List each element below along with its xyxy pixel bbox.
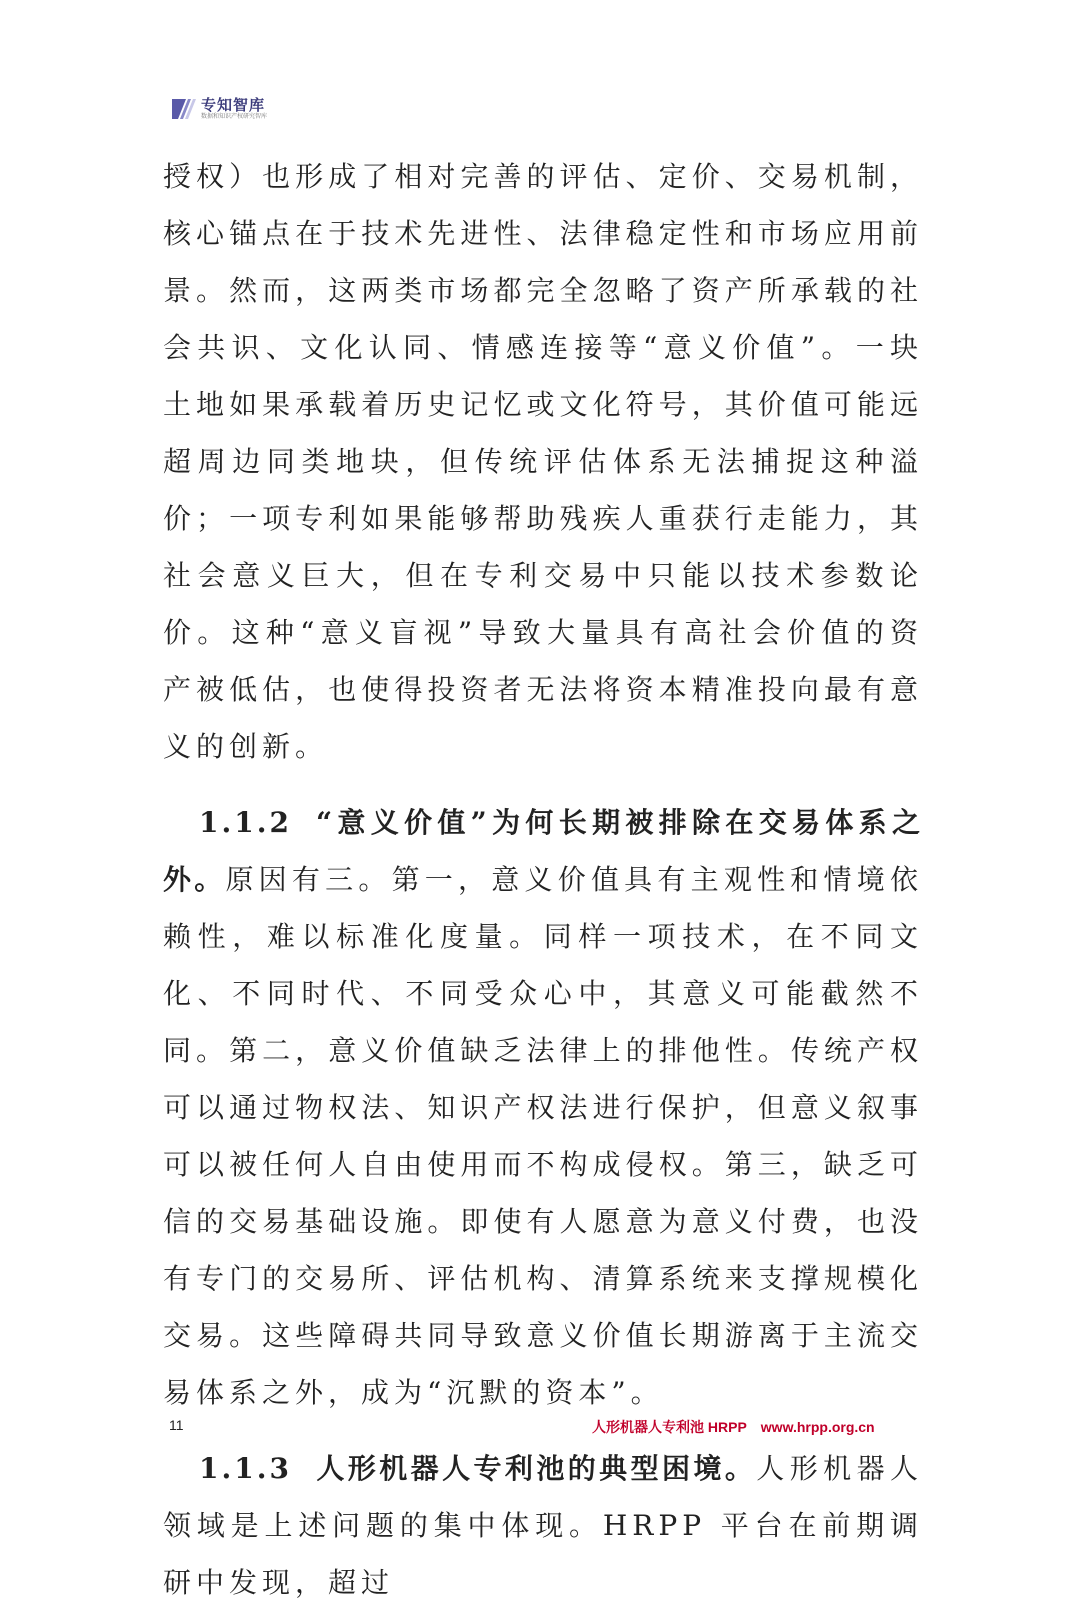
section-1-1-3 (163, 1440, 923, 1611)
logo-mark-icon (171, 98, 197, 120)
section-body: 人形机器人领域是上述问题的集中体现。HRPP 平台在前期调研中发现，超过 (163, 1452, 923, 1599)
page-number: 11 (169, 1417, 184, 1433)
section-1-1-2 (163, 794, 923, 1421)
section-title: 人形机器人专利池的典型困境。 (315, 1452, 757, 1485)
logo-subtitle: 数据和知识产权研究智库 (201, 113, 268, 120)
logo-name: 专知智库 (201, 96, 266, 114)
footer-url[interactable]: www.hrpp.org.cn (760, 1419, 875, 1435)
footer-org-name: 人形机器人专利池 HRPP (592, 1419, 747, 1435)
footer-org (592, 1417, 875, 1437)
logo (171, 97, 267, 121)
section-number: 1.1.3 (199, 1452, 292, 1485)
paragraph-1: 授权）也形成了相对完善的评估、定价、交易机制，核心锚点在于技术先进性、法律稳定性和市场应用前景。然而，这两类市场都完全忽略了资产所承载的社会共识、文化认同、情感连接等“意义价值”。一块土地如果承载着历史记忆或文化符号，其价值可能远超周边同类地块，但传统评估体系无法捕捉这种溢价；一项专利如果能够帮助残疾人重获行走能力，其社会意义巨大，但在专利交易中只能以技术参数论价。这种“意义盲视”导致大量具有高社会价值的资产被低估，也使得投资者无法将资本精准投向最有意义的创新。 (163, 160, 923, 763)
section-body: 原因有三。第一，意义价值具有主观性和情境依赖性，难以标准化度量。同样一项技术，在不同文化、不同时代、不同受众心中，其意义可能截然不同。第二，意义价值缺乏法律上的排他性。传统产权可以通过物权法、知识产权法进行保护，但意义叙事可以被任何人自由使用而不构成侵权。第三，缺乏可信的交易基础设施。即使有人愿意为意义付费，也没有专门的交易所、评估机构、清算系统来支撑规模化交易。这些障碍共同导致意义价值长期游离于主流交易体系之外，成为“沉默的资本”。 (163, 863, 923, 1409)
document-body (163, 148, 923, 1611)
section-title: “意义价值”为何长期被排除在交易体系之外。 (163, 806, 923, 896)
section-number: 1.1.2 (199, 806, 292, 839)
